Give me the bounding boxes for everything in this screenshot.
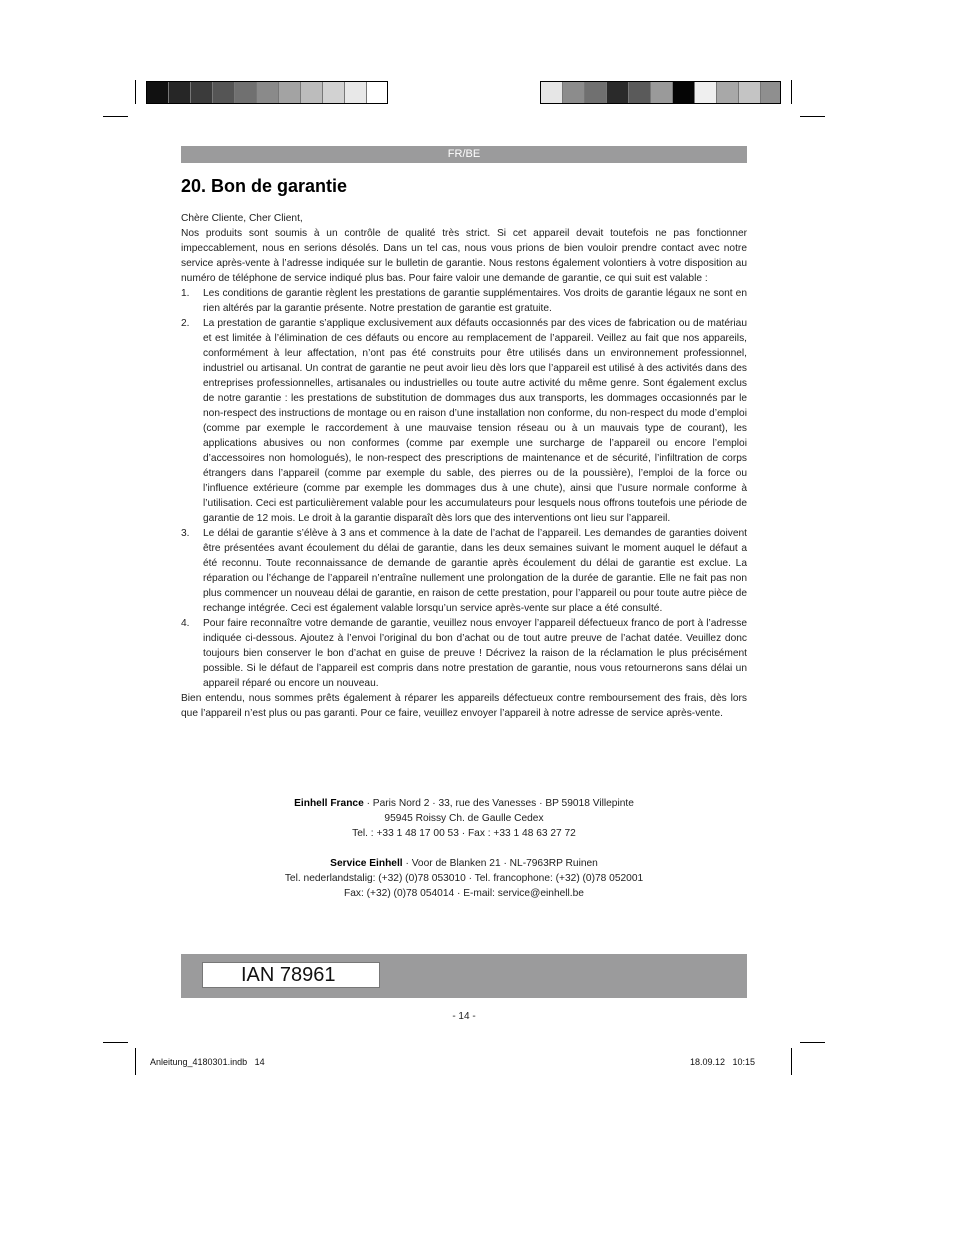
crop-mark: [800, 116, 825, 117]
address-phone: Tel. : +33 1 48 17 00 53 · Fax : +33 1 48 63 27 72: [352, 828, 576, 839]
crop-mark: [135, 80, 136, 104]
page-number: - 14 -: [452, 1011, 476, 1022]
greeting: Chère Cliente, Cher Client,: [181, 213, 303, 224]
list-text: La prestation de garantie s’applique exclusivement aux défauts occasionnés par des vices de fabrication ou de matériau et est limitée à l’élimination de ces défauts ou encore au remplacement de l’appareil. Veillez au fait que nos appareils, conformément à leur affectation, n’ont pas été construits pour être utilisés dans un environnement professionnel, industriel ou artisanal. Un contrat de garantie ne peut avoir lieu dès lors que l’appareil est utilisé à des activités dans des entreprises professionnelles, artisanales ou industrielles ou toute autre activité du même genre. Sont également exclus de notre garantie : les prestations de substitution de dommages dus aux transports, les dommages occasionnés par le non-respect des instructions de montage ou en raison d’une installation non conforme, du non-respect du mode d’emploi (comme par exemple le raccordement à une mauvaise tension réseau ou à un mauvais type de courant), les applications abusives ou non conformes (comme par exemple une surcharge de l’appareil ou encore l’emploi d’accessoires non homologués), le non-respect des prescriptions de maintenance et de sécurité, l’infiltration de corps étrangers dans l’appareil (comme par exemple du sable, des pierres ou de la poussière), l’emploi de la force ou l’influence extérieure (comme par exemple les dommages dus à une chute), ainsi que l’usure normale conforme à l’utilisation. Ceci est particulièrement valable pour les accumulateurs pour lesquels nous offrons toutefois une période de garantie de 12 mois. Le droit à la garantie disparaît dès lors que des interventions ont lieu sur l’appareil.: [203, 318, 747, 524]
language-header: FR/BE: [181, 146, 747, 163]
crop-mark: [791, 80, 792, 104]
list-number: 1.: [181, 288, 190, 299]
company-name: Service Einhell: [330, 858, 403, 869]
address-line: · Paris Nord 2 · 33, rue des Vanesses · BP 59018 Villepinte: [363, 798, 634, 809]
ian-number: IAN 78961: [202, 962, 380, 988]
crop-mark: [103, 1042, 128, 1043]
list-item: [181, 526, 747, 616]
list-item: [181, 286, 747, 316]
crop-mark: [135, 1048, 136, 1075]
address-contact: Fax: (+32) (0)78 054014 · E-mail: service@einhell.be: [344, 888, 584, 899]
list-item: [181, 316, 747, 526]
closing-paragraph: Bien entendu, nous sommes prêts également à réparer les appareils défectueux contre remboursement des frais, dès lors que l’appareil n’est plus ou pas garanti. Pour ce faire, veuillez envoyer l’appareil à notre adresse de service après-vente.: [181, 693, 747, 719]
address-line: · Voor de Blanken 21 · NL-7963RP Ruinen: [402, 858, 598, 869]
color-calibration-bar-left: [146, 81, 388, 104]
list-text: Pour faire reconnaître votre demande de garantie, veuillez nous envoyer l’appareil défectueux franco de port à l’adresse indiquée ci-dessous. Ajoutez à l’envoi l’original du bon d’achat ou de tout autre preuve de l’achat datée. Veuillez donc toujours bien conserver le bon d’achat en guise de preuve ! Décrivez la raison de la réclamation le plus précisément possible. Si le défaut de l’appareil est compris dans notre prestation de garantie, nous vous retournerons sans délai un appareil réparé ou encore un nouveau.: [203, 618, 747, 689]
list-number: 3.: [181, 528, 190, 539]
company-name: Einhell France: [294, 798, 364, 809]
section-title: 20. Bon de garantie: [181, 176, 348, 196]
list-text: Le délai de garantie s’élève à 3 ans et commence à la date de l’achat de l’appareil. Les demandes de garanties doivent être présentées avant écoulement du délai de garantie, dans les deux semaines suivant le moment auquel le défaut a été reconnu. Toute reconnaissance de demande de garantie après écoulement du délai de garantie est exclue. La réparation ou l’échange de l’appareil n’entraîne nullement une prolongation de la durée de garantie. Elle ne fait pas non plus commencer un nouveau délai de garantie, en raison de cette prestation, pour l’appareil ou pour toute autre pièce de rechange intégrée. Ceci est également valable lorsqu’un service après-vente sur place a été consulté.: [203, 528, 747, 614]
address-belgium: [181, 856, 747, 901]
list-text: Les conditions de garantie règlent les prestations de garantie supplémentaires. Vos droits de garantie légaux ne sont en rien altérés par la garantie présente. Notre prestation de garantie est gratuite.: [203, 288, 747, 314]
address-phone: Tel. nederlandstalig: (+32) (0)78 053010 · Tel. francophone: (+32) (0)78 052001: [284, 873, 644, 884]
warranty-body: [181, 211, 747, 721]
footer-date: 18.09.12 10:15: [690, 1057, 756, 1067]
list-number: 4.: [181, 618, 190, 629]
crop-mark: [800, 1042, 825, 1043]
crop-mark: [791, 1048, 792, 1075]
address-france: [181, 796, 747, 841]
color-calibration-bar-right: [540, 81, 781, 104]
crop-mark: [103, 116, 128, 117]
list-item: [181, 616, 747, 691]
footer-file: Anleitung_4180301.indb 14: [150, 1057, 265, 1067]
intro-paragraph: Nos produits sont soumis à un contrôle de qualité très strict. Si cet appareil devait toutefois ne pas fonctionner impeccablement, nous en serions désolés. Dans un tel cas, nous vous prions de bien vouloir prendre contact avec notre service après-vente à l’adresse indiquée sur le bulletin de garantie. Nous restons également volontiers à votre disposition au numéro de téléphone de service indiqué plus bas. Pour faire valoir une demande de garantie, ce qui suit est valable :: [181, 228, 747, 284]
address-line: 95945 Roissy Ch. de Gaulle Cedex: [384, 813, 544, 824]
list-number: 2.: [181, 318, 190, 329]
